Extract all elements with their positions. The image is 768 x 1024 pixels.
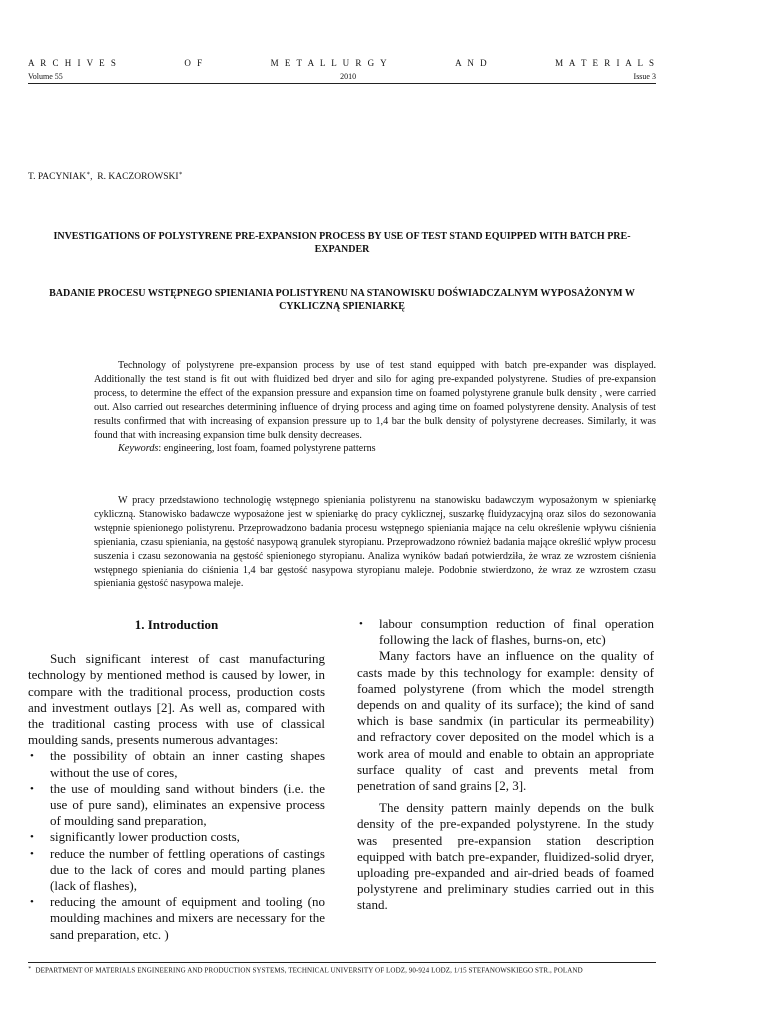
volume-label: Volume 55 [28, 72, 63, 81]
list-item-text: the possibility of obtain an inner casting shapes without the use of cores, [50, 748, 325, 780]
list-item [28, 846, 325, 895]
author-mark: ∗ [178, 171, 183, 177]
author-mark: ∗ [86, 171, 91, 177]
list-item-text: significantly lower production costs, [50, 829, 240, 845]
bullet-icon: • [359, 618, 363, 630]
paper-title-english: INVESTIGATIONS OF POLYSTYRENE PRE-EXPANSION PROCESS BY USE OF TEST STAND EQUIPPED WITH BATCH PRE-EXPANDER [53, 231, 631, 255]
list-item-text: reduce the number of fettling operations of castings due to the lack of cores and mould parting planes (lack of flashes), [50, 845, 325, 894]
abstract-polish [94, 494, 656, 591]
list-item-text: reducing the amount of equipment and tooling (no moulding machines and mixers are necessary for the sand preparation, etc. ) [50, 894, 325, 942]
keywords-label: Keywords [118, 443, 159, 455]
bullet-icon: • [30, 896, 34, 909]
footnote-divider [28, 962, 656, 963]
affiliation-footnote [28, 965, 583, 974]
list-item [28, 748, 325, 780]
advantages-list [28, 748, 325, 942]
abstract [94, 359, 656, 456]
list-item [28, 829, 325, 845]
journal-word: A R C H I V E S [28, 58, 118, 68]
journal-word: O F [184, 58, 205, 68]
list-item [357, 616, 654, 648]
list-item [28, 894, 325, 943]
author-name: T. PACYNIAK [28, 172, 87, 183]
right-column [357, 616, 654, 914]
intro-paragraph: Such significant interest of cast manufacturing technology by mentioned method is caused by lower, in compare with the traditional process, production costs and investment outlays [2]. As well as, compared with the traditional casting process with use of classical moulding sands, presents numerous advantages: [28, 651, 325, 748]
footnote-mark: ∗ [28, 966, 32, 971]
journal-name [28, 58, 656, 68]
list-item-text: the use of moulding sand without binders (i.e. the use of pure sand), eliminates an expensive process of moulding sand preparation, [50, 780, 325, 829]
journal-word: M A T E R I A L S [555, 58, 656, 68]
bullet-icon: • [30, 782, 34, 795]
author-name: R. KACZOROWSKI [97, 172, 179, 183]
left-column [28, 616, 325, 943]
journal-word: A N D [455, 58, 489, 68]
bullet-icon: • [30, 847, 34, 860]
paper-title-polish: BADANIE PROCESU WSTĘPNEGO SPIENIANIA POLISTYRENU NA STANOWISKU DOŚWIADCZALNYM WYPOSAŻONYM W CYKLICZNĄ SPIENIARKĘ [49, 288, 635, 312]
list-item [28, 781, 325, 830]
bullet-icon: • [30, 750, 34, 763]
journal-word: M E T A L L U R G Y [270, 58, 389, 68]
advantages-list-continued [357, 616, 654, 648]
body-paragraph: The density pattern mainly depends on the bulk density of the pre-expanded polystyrene. In the study was presented pre-expansion station description equipped with batch pre-expander, fluidized-solid dryer, uploading pre-expanded and air-dried beads of foamed polystyrene and preliminary studies carried out in this stand. [357, 800, 654, 913]
issue-label: Issue 3 [633, 72, 656, 81]
year-label: 2010 [340, 72, 357, 81]
body-paragraph: Many factors have an influence on the quality of casts made by this technology for example: density of foamed polystyrene (from which the model strength depends on and quality of its surface); the kind of sand which is base sandmix (in particular its permeability) and refractory cover deposited on the model which is a work area of mould and enable to obtain an appropriate surface quality of cast and prevents metal from penetration of sand grains [2, 3]. [357, 648, 654, 794]
keywords-list: : engineering, lost foam, foamed polystyrene patterns [158, 443, 376, 455]
authors: T. PACYNIAK∗, R. KACZOROWSKI∗ [28, 171, 183, 183]
volume-row [28, 72, 656, 84]
list-item-text: labour consumption reduction of final operation following the lack of flashes, burns-on, etc) [379, 616, 654, 648]
abstract-text: Technology of polystyrene pre-expansion process by use of test stand equipped with batch pre-expander was displayed. Additionally the test stand is fit out with fluidized bed dryer and silo for aging pre-expanded polystyrene. Studies of pre-expansion process, to determine the effect of the expansion pressure and expansion time on foamed polystyrene granule bulk density , were carried out. Also carried out researches determining influence of drying process and aging time on foamed polystyrene density. Analysis of test results confirmed that with increasing of expansion pressure up to 1,4 bar the bulk density of polystyrene decreases. Similarly, it was found that with increasing expansion time bulk density decreases. [94, 360, 656, 441]
footnote-text: DEPARTMENT OF MATERIALS ENGINEERING AND PRODUCTION SYSTEMS, TECHNICAL UNIVERSITY OF LODZ, 90-924 LODZ, 1/15 STEFANOWSKIEGO STR., POLAND [35, 966, 583, 975]
abstract-polish-text: W pracy przedstawiono technologię wstępnego spieniania polistyrenu na stanowisku badawczym wyposażonym w spieniarkę cykliczną. Stanowisko badawcze wyposażone jest w spieniarkę do pracy cyklicznej, suszarkę fluidyzacyjną oraz silos do sezonowania wstępnie spienionego polistyrenu. Przeprowadzono badania procesu wstępnego spieniania mające na celu określenie wpływu ciśnienia spieniania, czasu spieniania, na gęstość nasypową granulek styropianu. Przeprowadzono również badania mające określić wpływ procesu suszenia i czasu sezonowania na gęstość spienionego styropianu. Analiza wyników badań potwierdziła, że wraz ze wzrostem ciśnienia wstępnego spieniania do ciśnienia 1,4 bar gęstość nasypowa styropianu maleje. Podobnie stwierdzono, że wraz ze wzrostem czasu spieniania gęstość nasypowa maleje. [94, 495, 656, 590]
keywords [94, 442, 656, 456]
bullet-icon: • [30, 831, 34, 844]
section-heading: 1. Introduction [134, 617, 219, 632]
